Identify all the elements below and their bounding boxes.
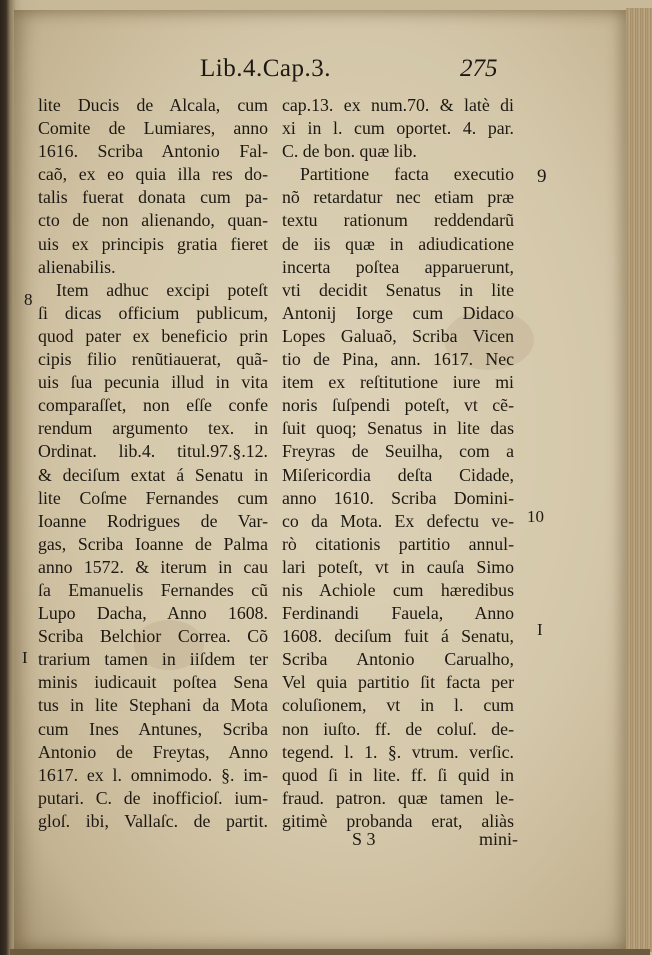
- text-line: cipis filio renũtiauerat, quã-: [38, 349, 268, 370]
- text-line: gloſ. ibi, Vallaſc. de partit.: [38, 810, 268, 831]
- text-line: uis ſua pecunia illud in vita: [38, 372, 268, 393]
- text-line: Lopes Galuaõ, Scriba Vicen: [282, 325, 514, 346]
- text-line: rò citationis partitio annul-: [282, 533, 514, 554]
- text-line: vti decidit Senatus in lite: [282, 279, 514, 300]
- text-line: Ferdinandi Fauela, Anno: [282, 603, 514, 624]
- text-line: Miſericordia deſta Cidade,: [282, 464, 514, 485]
- text-line: Antonij Iorge cum Didaco: [282, 302, 514, 323]
- text-line: & deciſum extat á Senatu in: [38, 464, 268, 485]
- text-line: textu rationum reddendarũ: [282, 210, 514, 231]
- text-line: lite Coſme Fernandes cum: [38, 487, 268, 508]
- page-bottom-edge: [10, 949, 650, 955]
- text-line: comparaſſet, non eſſe confe: [38, 395, 268, 416]
- text-line: C. de bon. quæ lib.: [282, 141, 417, 162]
- right-column: [282, 94, 514, 833]
- text-line: xi in l. cum oportet. 4. par.: [282, 118, 514, 139]
- text-line: noris ſuſpendi poteſt, vt cẽ-: [282, 395, 514, 416]
- text-line: non iuſto. ff. de coluſ. de-: [282, 718, 514, 739]
- text-line: uis ex principis gratia fieret: [38, 233, 268, 254]
- text-line: nõ retardatur nec etiam præ: [282, 187, 514, 208]
- text-line: Ordinat. lib.4. titul.97.§.12.: [38, 441, 268, 462]
- text-line: item ex reſtitutione iure mi: [282, 372, 514, 393]
- margin-section-number: 9: [537, 166, 547, 187]
- text-line: tio de Pina, ann. 1617. Nec: [282, 349, 514, 370]
- text-line: quod pater ex beneficio prin: [38, 325, 268, 346]
- text-line: Scriba Belchior Correa. Cõ: [38, 626, 268, 647]
- text-line: anno 1610. Scriba Domini-: [282, 487, 514, 508]
- text-line: Scriba Antonio Carualho,: [282, 649, 514, 670]
- text-line: 1608. deciſum fuit á Senatu,: [282, 626, 514, 647]
- text-line: tegend. l. 1. §. vtrum. verſic.: [282, 741, 514, 762]
- text-line: putari. C. de inofficioſ. ium-: [38, 787, 268, 808]
- text-line: ſuit quoq; Senatus in lite das: [282, 418, 514, 439]
- text-line: Partitione facta executio: [300, 164, 514, 185]
- text-line: alienabilis.: [38, 256, 116, 277]
- margin-mark: I: [537, 620, 543, 639]
- text-line: anno 1572. & iterum in cau: [38, 556, 268, 577]
- text-line: trarium tamen in iiſdem ter: [38, 649, 268, 670]
- text-line: cto de non alienando, quan-: [38, 210, 268, 231]
- catchword: mini-: [479, 829, 518, 849]
- text-line: lite Ducis de Alcala, cum: [38, 95, 268, 115]
- signature-mark: S 3: [352, 829, 376, 849]
- running-head: Lib.4.Cap.3.: [200, 55, 331, 82]
- text-line: quod ſi in lite. ff. ſi quid in: [282, 764, 514, 785]
- text-line: gitimè probanda erat, aliàs: [282, 810, 514, 831]
- text-line: coluſionem, vt in l. cum: [282, 695, 514, 716]
- margin-mark: I: [22, 648, 28, 667]
- text-line: nis Achiole cum hæredibus: [282, 579, 514, 600]
- text-line: Item adhuc excipi poteſt: [56, 279, 268, 300]
- text-line: co da Mota. Ex defectu ve-: [282, 510, 514, 531]
- text-line: 1616. Scriba Antonio Fal-: [38, 141, 268, 162]
- text-line: Vel quia partitio ſit facta per: [282, 672, 514, 693]
- text-line: gas, Scriba Ioanne de Palma: [38, 533, 268, 554]
- text-line: cap.13. ex num.70. & latè di: [282, 95, 514, 115]
- text-line: rendum argumento tex. in: [38, 418, 268, 439]
- text-line: Lupo Dacha, Anno 1608.: [38, 603, 268, 624]
- text-line: cum Ines Antunes, Scriba: [38, 718, 268, 739]
- left-column: [38, 94, 268, 833]
- text-line: 1617. ex l. omnimodo. §. im-: [38, 764, 268, 785]
- text-line: tus in lite Stephani da Mota: [38, 695, 268, 716]
- margin-section-number: 8: [24, 290, 33, 309]
- text-line: Freyras de Seuilha, com a: [282, 441, 514, 462]
- page-number: 275: [460, 55, 498, 82]
- text-line: ſi dicas officium publicum,: [38, 302, 268, 323]
- page-footer: [282, 829, 518, 853]
- text-line: Comite de Lumiares, anno: [38, 118, 268, 139]
- page-header: [200, 55, 510, 91]
- text-line: incerta poſtea apparuerunt,: [282, 256, 514, 277]
- text-line: de iis quæ in adiudicatione: [282, 233, 514, 254]
- text-line: lari poteſt, vt in cauſa Simo: [282, 556, 514, 577]
- text-line: ſa Emanuelis Fernandes cũ: [38, 579, 268, 600]
- page-edges: [626, 8, 652, 952]
- text-line: Ioanne Rodrigues de Var-: [38, 510, 268, 531]
- text-line: fraud. patron. quæ tamen le-: [282, 787, 514, 808]
- text-line: talis fuerat donata cum pa-: [38, 187, 268, 208]
- text-line: caõ, ex eo quia illa res do-: [38, 164, 268, 185]
- text-line: Antonio de Freytas, Anno: [38, 741, 268, 762]
- text-line: minis iudicauit poſtea Sena: [38, 672, 268, 693]
- margin-section-number: 10: [527, 507, 544, 526]
